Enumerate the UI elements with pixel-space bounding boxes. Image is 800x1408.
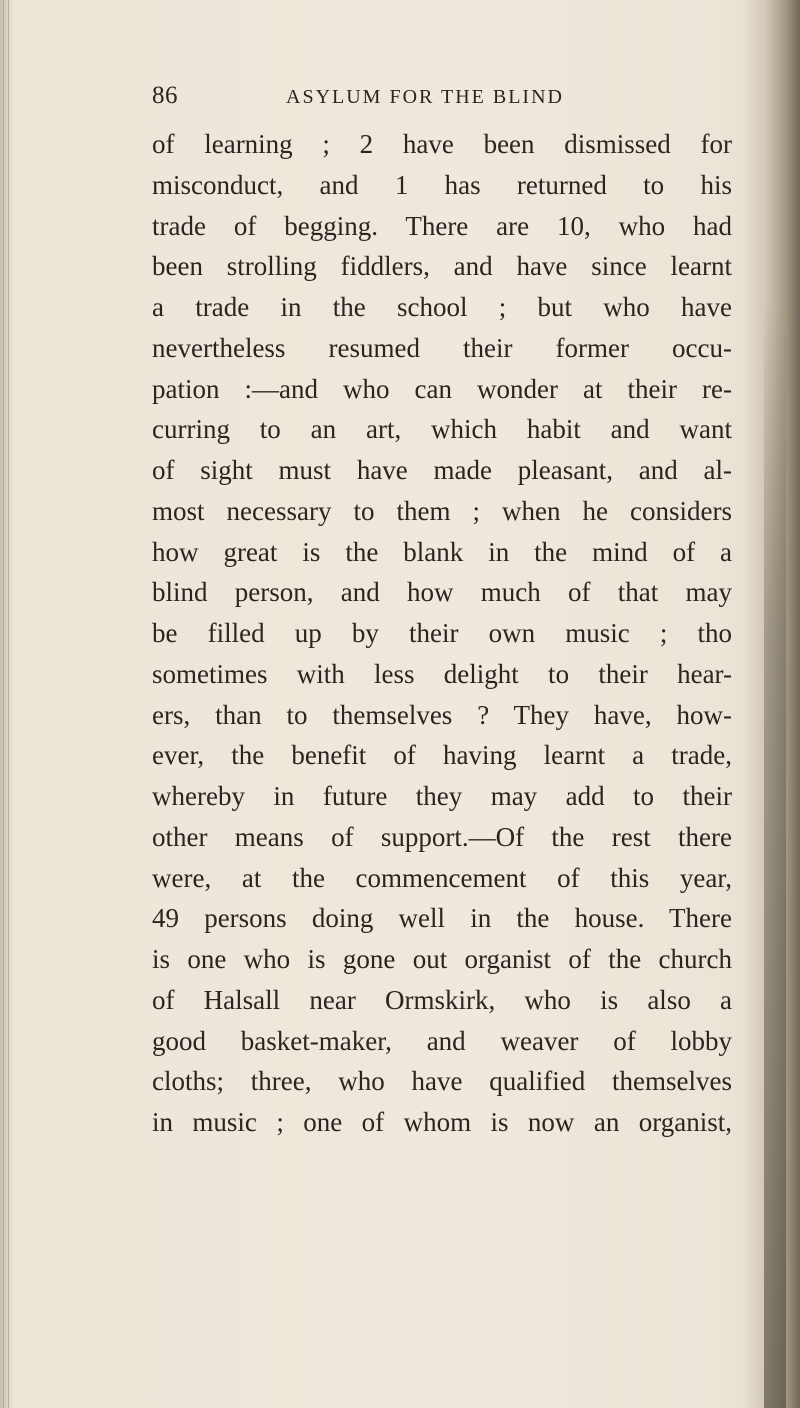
text-line: how great is the blank in the mind of a (152, 536, 732, 567)
text-line: most necessary to them ; when he considers (152, 495, 732, 526)
text-line: of Halsall near Ormskirk, who is also a (152, 984, 732, 1015)
text-line: nevertheless resumed their former occu- (152, 332, 732, 363)
running-head: ASYLUM FOR THE BLIND (286, 86, 564, 108)
text-line: curring to an art, which habit and want (152, 414, 732, 445)
text-line: in music ; one of whom is now an organist, (152, 1107, 732, 1137)
text-line: of sight must have made pleasant, and al- (152, 455, 732, 485)
text-line: 49 persons doing well in the house. There (152, 903, 732, 934)
text-line: ever, the benefit of having learnt a trade, (152, 740, 732, 771)
gutter-shadow (764, 300, 786, 1408)
text-line: trade of begging. There are 10, who had (152, 210, 732, 241)
text-line: sometimes with less delight to their hear- (152, 658, 732, 689)
text-line: is one who is gone out organist of the church (152, 944, 732, 974)
text-line: ers, than to themselves ? They have, how- (152, 699, 732, 730)
text-line: blind person, and how much of that may (152, 577, 732, 608)
page-header (152, 82, 692, 122)
body-text (152, 124, 732, 1143)
page-number: 86 (152, 82, 178, 109)
text-line: be filled up by their own music ; tho (152, 618, 732, 648)
text-line: were, at the commencement of this year, (152, 862, 732, 893)
text-line: a trade in the school ; but who have (152, 292, 732, 322)
text-line: of learning ; 2 have been dismissed for (152, 129, 732, 159)
page-edge-line (3, 0, 4, 1408)
text-line: other means of support.—Of the rest there (152, 821, 732, 852)
text-line: pation :—and who can wonder at their re- (152, 373, 732, 404)
text-line: good basket-maker, and weaver of lobby (152, 1025, 732, 1056)
text-line: cloths; three, who have qualified themselves (152, 1066, 732, 1097)
page-edge-line (8, 0, 9, 1408)
text-line: misconduct, and 1 has returned to his (152, 169, 732, 200)
text-line: whereby in future they may add to their (152, 781, 732, 811)
text-line: been strolling fiddlers, and have since learnt (152, 251, 732, 282)
